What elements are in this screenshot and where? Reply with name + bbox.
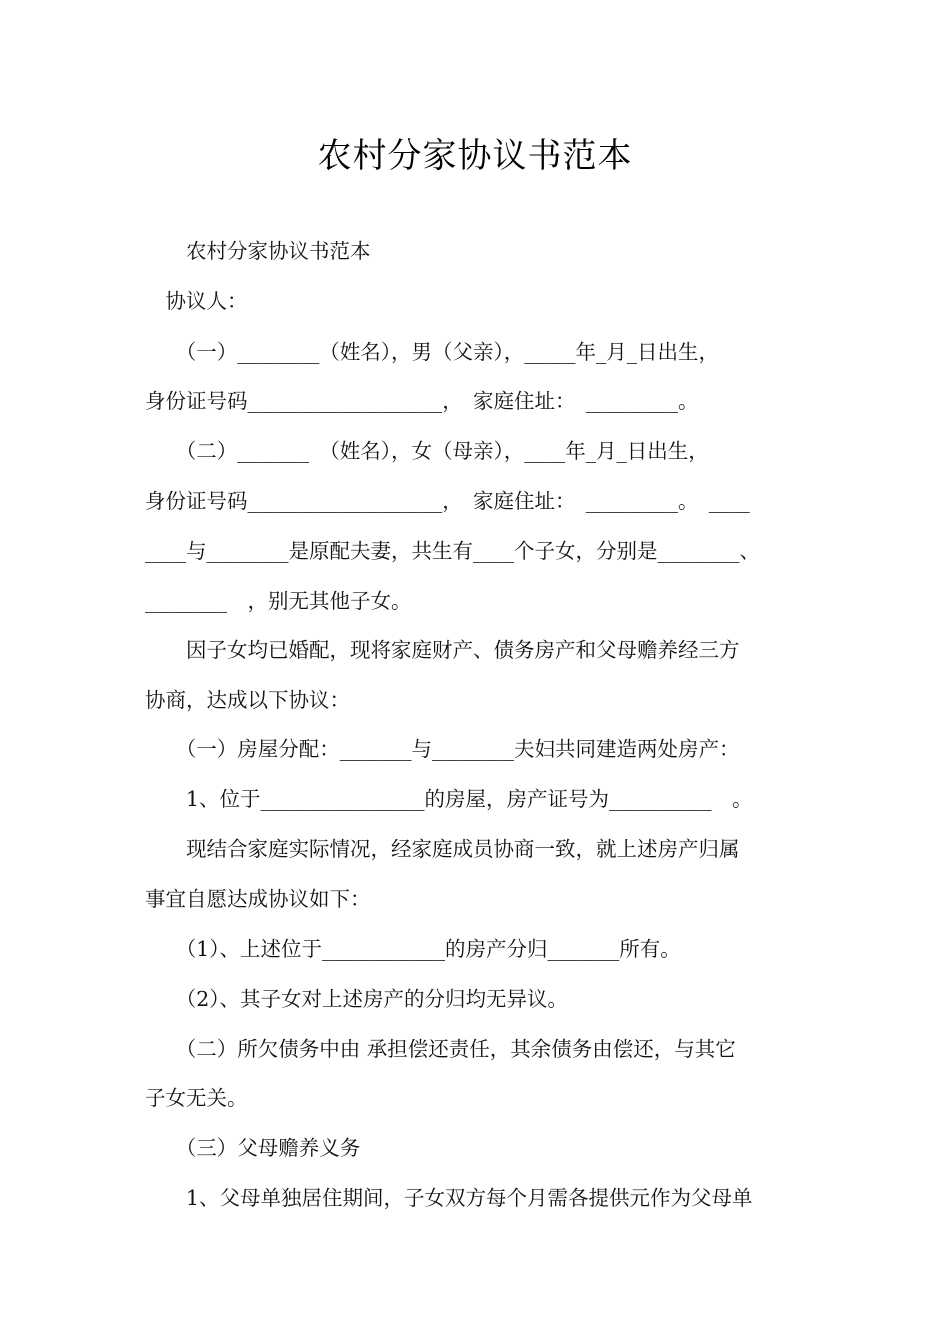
paragraph-line: （一）房屋分配：_______与________夫妇共同建造两处房产： xyxy=(145,737,740,761)
paragraph-line: 协商，达成以下协议： xyxy=(145,688,350,712)
paragraph-line: （1）、上述位于____________的房产分归_______所有。 xyxy=(145,937,681,961)
paragraph-line: 子女无关。 xyxy=(145,1086,248,1110)
paragraph-line: （一）________（姓名），男（父亲），_____年_月_日出生， xyxy=(145,340,719,364)
paragraph-line: 事宜自愿达成协议如下： xyxy=(145,887,371,911)
paragraph-line: （二）所欠债务中由 承担偿还责任，其余债务由偿还，与其它 xyxy=(145,1037,736,1061)
document-title: 农村分家协议书范本 xyxy=(317,136,633,176)
paragraph-line: 农村分家协议书范本 xyxy=(145,239,371,263)
paragraph-line: 身份证号码___________________， 家庭住址： _________。 ____ xyxy=(145,489,750,513)
paragraph-line: （2）、其子女对上述房产的分归均无异议。 xyxy=(145,987,569,1011)
paragraph-line: 1、位于________________的房屋，房产证号为__________ 。 xyxy=(145,787,753,811)
paragraph-line: 1、父母单独居住期间，子女双方每个月需各提供元作为父母单 xyxy=(145,1186,753,1210)
paragraph-line: ____与________是原配夫妻，共生有____个子女，分别是________、 xyxy=(145,539,760,563)
paragraph-line: 因子女均已婚配，现将家庭财产、债务房产和父母赡养经三方 xyxy=(145,638,740,662)
paragraph-line: 身份证号码___________________， 家庭住址： _________。 xyxy=(145,389,699,413)
paragraph-line: 协议人： xyxy=(145,289,248,313)
paragraph-line: ________ ，别无其他子女。 xyxy=(145,589,412,613)
paragraph-line: （三）父母赡养义务 xyxy=(145,1136,361,1160)
paragraph-line: （二）_______ （姓名），女（母亲），____年_月_日出生， xyxy=(145,439,709,463)
paragraph-line: 现结合家庭实际情况，经家庭成员协商一致，就上述房产归属 xyxy=(145,837,740,861)
